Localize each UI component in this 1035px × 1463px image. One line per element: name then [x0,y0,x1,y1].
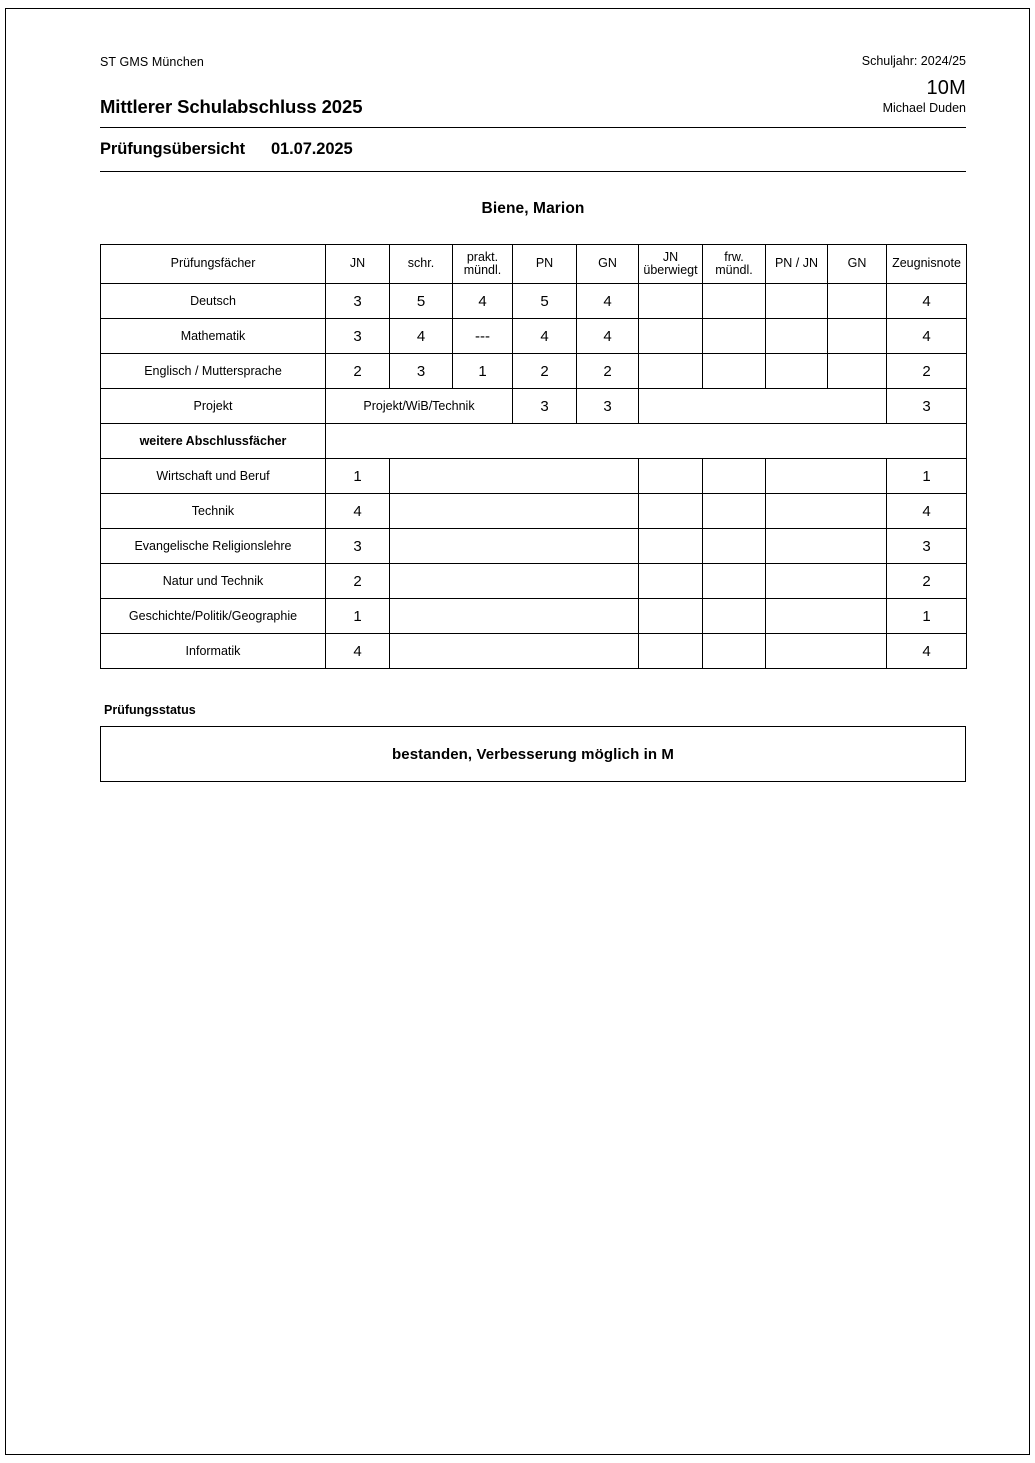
cell-prakt: 4 [453,284,513,319]
cell-jn: 1 [326,459,390,494]
cell-schr: 3 [390,354,453,389]
cell-jn: 3 [326,319,390,354]
column-header-subject: Prüfungsfächer [101,245,326,284]
cell-pn-jn [766,284,828,319]
cell-frw-muendl [703,354,766,389]
cell-zeugnisnote: 2 [887,354,967,389]
cell-jn-ueberwiegt [639,564,703,599]
table-row [101,319,967,354]
cell-spacer [390,529,639,564]
cell-spacer-2 [766,564,887,599]
cell-pn: 5 [513,284,577,319]
cell-prakt: --- [453,319,513,354]
cell-prakt: 1 [453,354,513,389]
cell-pn-jn [766,319,828,354]
cell-gn2 [828,319,887,354]
cell-gn: 3 [577,389,639,424]
table-row [101,494,967,529]
cell-frw-muendl [703,564,766,599]
table-row [101,564,967,599]
status-box [100,726,966,782]
cell-jn: 1 [326,599,390,634]
row-subject: Geschichte/Politik/Geographie [101,599,326,634]
jnueb-line-1: JN [662,249,679,264]
cell-jn-ueberwiegt [639,284,703,319]
cell-gn2 [828,354,887,389]
cell-zeugnisnote: 4 [887,634,967,669]
cell-zeugnisnote: 3 [887,389,967,424]
cell-projekt-label: Projekt/WiB/Technik [326,389,513,424]
cell-spacer-2 [766,529,887,564]
page-content [100,0,966,782]
cell-jn: 4 [326,634,390,669]
section-empty [326,424,967,459]
report-date: 01.07.2025 [270,140,353,158]
grades-table [100,244,967,669]
cell-pn-jn [766,354,828,389]
table-row [101,634,967,669]
school-year: Schuljahr: 2024/25 [861,54,966,68]
prakt-line-2: mündl. [463,263,502,277]
jnueb-line-2: überwiegt [643,263,698,277]
column-header-freiwillig-muendlich [703,245,766,284]
status-badge: bestanden, Verbesserung möglich in M [392,745,674,763]
cell-spacer-2 [766,634,887,669]
cell-spacer [390,494,639,529]
cell-jn-ueberwiegt [639,634,703,669]
cell-zeugnisnote: 4 [887,284,967,319]
class-name: 10M [926,77,966,100]
prakt-line-1: prakt. [466,249,499,264]
column-header-schriftlich: schr. [390,245,453,284]
cell-frw-muendl [703,284,766,319]
table-row [101,529,967,564]
row-subject: Projekt [101,389,326,424]
cell-zeugnisnote: 3 [887,529,967,564]
cell-jn-ueberwiegt [639,494,703,529]
teacher-name: Michael Duden [882,101,966,116]
cell-spacer [390,459,639,494]
school-name: ST GMS München [100,55,204,69]
status-label: Prüfungsstatus [104,703,196,717]
cell-jn-ueberwiegt [639,529,703,564]
frw-line-2: mündl. [715,263,753,277]
cell-gn2 [828,284,887,319]
cell-zeugnisnote: 2 [887,564,967,599]
cell-zeugnisnote: 1 [887,459,967,494]
subtitle-divider [100,171,966,172]
cell-jn-ueberwiegt [639,319,703,354]
cell-gn: 4 [577,284,639,319]
cell-gn: 4 [577,319,639,354]
cell-gn: 2 [577,354,639,389]
table-header-row [101,245,967,284]
table-row [101,354,967,389]
cell-projekt-merged [639,389,887,424]
column-header-gn2: GN [828,245,887,284]
cell-jn-ueberwiegt [639,459,703,494]
row-subject: Natur und Technik [101,564,326,599]
subtitle: Prüfungsübersicht [100,140,245,158]
subtitle-row [100,140,966,166]
column-header-jn-ueberwiegt [639,245,703,284]
cell-frw-muendl [703,459,766,494]
cell-spacer [390,599,639,634]
student-name: Biene, Marion [481,200,585,217]
row-subject: Evangelische Religionslehre [101,529,326,564]
table-row-projekt [101,389,967,424]
column-header-gn: GN [577,245,639,284]
cell-zeugnisnote: 4 [887,494,967,529]
cell-spacer [390,564,639,599]
row-subject: Englisch / Muttersprache [101,354,326,389]
cell-jn: 2 [326,564,390,599]
cell-jn: 4 [326,494,390,529]
cell-jn: 3 [326,284,390,319]
cell-schr: 5 [390,284,453,319]
cell-frw-muendl [703,599,766,634]
column-header-pn: PN [513,245,577,284]
row-subject: Informatik [101,634,326,669]
cell-spacer-2 [766,459,887,494]
cell-jn: 2 [326,354,390,389]
cell-jn-ueberwiegt [639,354,703,389]
column-header-zeugnisnote: Zeugnisnote [887,245,967,284]
cell-zeugnisnote: 4 [887,319,967,354]
cell-zeugnisnote: 1 [887,599,967,634]
cell-schr: 4 [390,319,453,354]
cell-pn: 2 [513,354,577,389]
cell-pn: 4 [513,319,577,354]
cell-frw-muendl [703,494,766,529]
page-title: Mittlerer Schulabschluss 2025 [100,96,363,117]
cell-jn: 3 [326,529,390,564]
table-row [101,284,967,319]
table-row [101,599,967,634]
cell-spacer-2 [766,599,887,634]
column-header-praktisch-muendlich [453,245,513,284]
cell-jn-ueberwiegt [639,599,703,634]
cell-frw-muendl [703,634,766,669]
title-divider [100,127,966,128]
row-subject: Deutsch [101,284,326,319]
table-section-header [101,424,967,459]
section-label: weitere Abschlussfächer [101,424,326,459]
cell-frw-muendl [703,529,766,564]
cell-spacer-2 [766,494,887,529]
frw-line-1: frw. [724,249,744,264]
row-subject: Mathematik [101,319,326,354]
cell-pn: 3 [513,389,577,424]
cell-spacer [390,634,639,669]
row-subject: Technik [101,494,326,529]
column-header-pn-jn: PN / JN [766,245,828,284]
document-title-row [100,96,966,122]
cell-frw-muendl [703,319,766,354]
column-header-jn: JN [326,245,390,284]
row-subject: Wirtschaft und Beruf [101,459,326,494]
table-row [101,459,967,494]
